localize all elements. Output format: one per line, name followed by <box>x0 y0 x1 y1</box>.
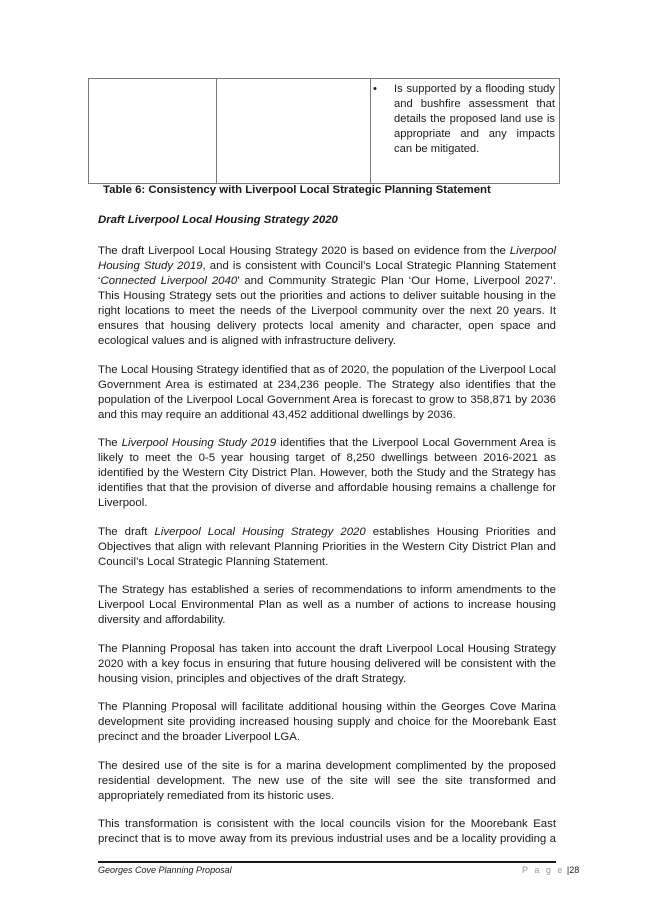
bullet-item <box>373 82 555 157</box>
footer-page <box>522 865 579 875</box>
p3-text-c: identifies that the Liverpool Local Government Area is likely to meet the 0-5 year housing target of 8,250 dwellings between 2016-2021 as identified by the Western City District Plan. However, both the Study and the Strategy has identifies that that the provision of diverse and affordable housing remains a challenge for Liverpool. <box>98 437 556 509</box>
footer-divider <box>98 861 556 863</box>
p4-text-a: The draft <box>98 525 155 538</box>
p1-text-e: ’ and Community Strategic Plan ‘Our Home, Liverpool 2027’. This Housing Strategy sets out the priorities and actions to deliver suitable housing in the right locations to meet the needs of the Liverpool community over the next 20 years. It ensures that housing delivery protects local amenity and character, open space and ecological values and is aligned with infrastructure delivery. <box>98 275 556 347</box>
p1-text-c: , and is consistent with Council’s Local Strategic Planning Statement ‘ <box>98 260 556 287</box>
p3-italic-study: Liverpool Housing Study 2019 <box>121 437 277 449</box>
paragraph-5: The Strategy has established a series of recommendations to inform amendments to the Liverpool Local Environmental Plan as well as a number of actions to increase housing diversity and affordability. <box>98 584 556 626</box>
p4-italic-strategy: Liverpool Local Housing Strategy 2020 <box>154 525 366 538</box>
paragraph-8: The desired use of the site is for a marina development complimented by the proposed residential development. The new use of the site will see the site transformed and appropriately remediated from its historic uses. <box>98 759 556 802</box>
consistency-table <box>88 78 560 184</box>
page-label: P a g e <box>522 865 565 875</box>
table-row <box>89 79 560 184</box>
p1-italic-study: Liverpool Housing Study 2019 <box>98 245 556 272</box>
paragraph-3 <box>98 436 556 511</box>
body-text <box>98 244 556 861</box>
table-caption: Table 6: Consistency with Liverpool Local Strategic Planning Statement <box>103 184 491 196</box>
table-cell-3 <box>371 79 560 184</box>
paragraph-2: The Local Housing Strategy identified that as of 2020, the population of the Liverpool Local Government Area is estimated at 234,236 people. The Strategy also identifies that the population of the Liverpool Local Government Area is forecast to grow to 358,871 by 2036 and this may require an additional 43,452 additional dwellings by 2036. <box>98 363 556 421</box>
bullet-icon: • <box>373 83 377 95</box>
page-separator: | <box>566 865 570 875</box>
paragraph-1 <box>98 244 556 349</box>
paragraph-7: The Planning Proposal will facilitate additional housing within the Georges Cove Marina development site providing increased housing supply and choice for the Moorebank East precinct and the broader Liverpool LGA. <box>98 701 556 743</box>
p4-text-c: establishes Housing Priorities and Objectives that align with relevant Planning Priorities in the Western City District Plan and Council’s Local Strategic Planning Statement. <box>98 525 556 568</box>
paragraph-6: The Planning Proposal has taken into account the draft Liverpool Local Housing Strategy 2020 with a key focus in ensuring that future housing delivered will be consistent with the housing vision, principles and objectives of the draft Strategy. <box>98 642 556 685</box>
paragraph-4 <box>98 525 556 570</box>
bullet-text: Is supported by a flooding study and bushfire assessment that details the proposed land use is appropriate and any impacts can be mitigated. <box>394 83 555 155</box>
table-cell-2 <box>216 79 370 184</box>
page-number: 28 <box>569 865 580 875</box>
p1-italic-plan: Connected Liverpool 2040 <box>100 275 238 287</box>
p1-text-a: The draft Liverpool Local Housing Strategy 2020 is based on evidence from the <box>98 245 510 257</box>
p3-text-a: The <box>98 437 122 449</box>
table-cell-1 <box>89 79 217 184</box>
footer-title: Georges Cove Planning Proposal <box>98 865 232 875</box>
paragraph-9: This transformation is consistent with the local councils vision for the Moorebank East precinct that is to move away from its previous industrial uses and be a locality providing a <box>98 818 556 845</box>
section-heading: Draft Liverpool Local Housing Strategy 2020 <box>98 214 338 226</box>
